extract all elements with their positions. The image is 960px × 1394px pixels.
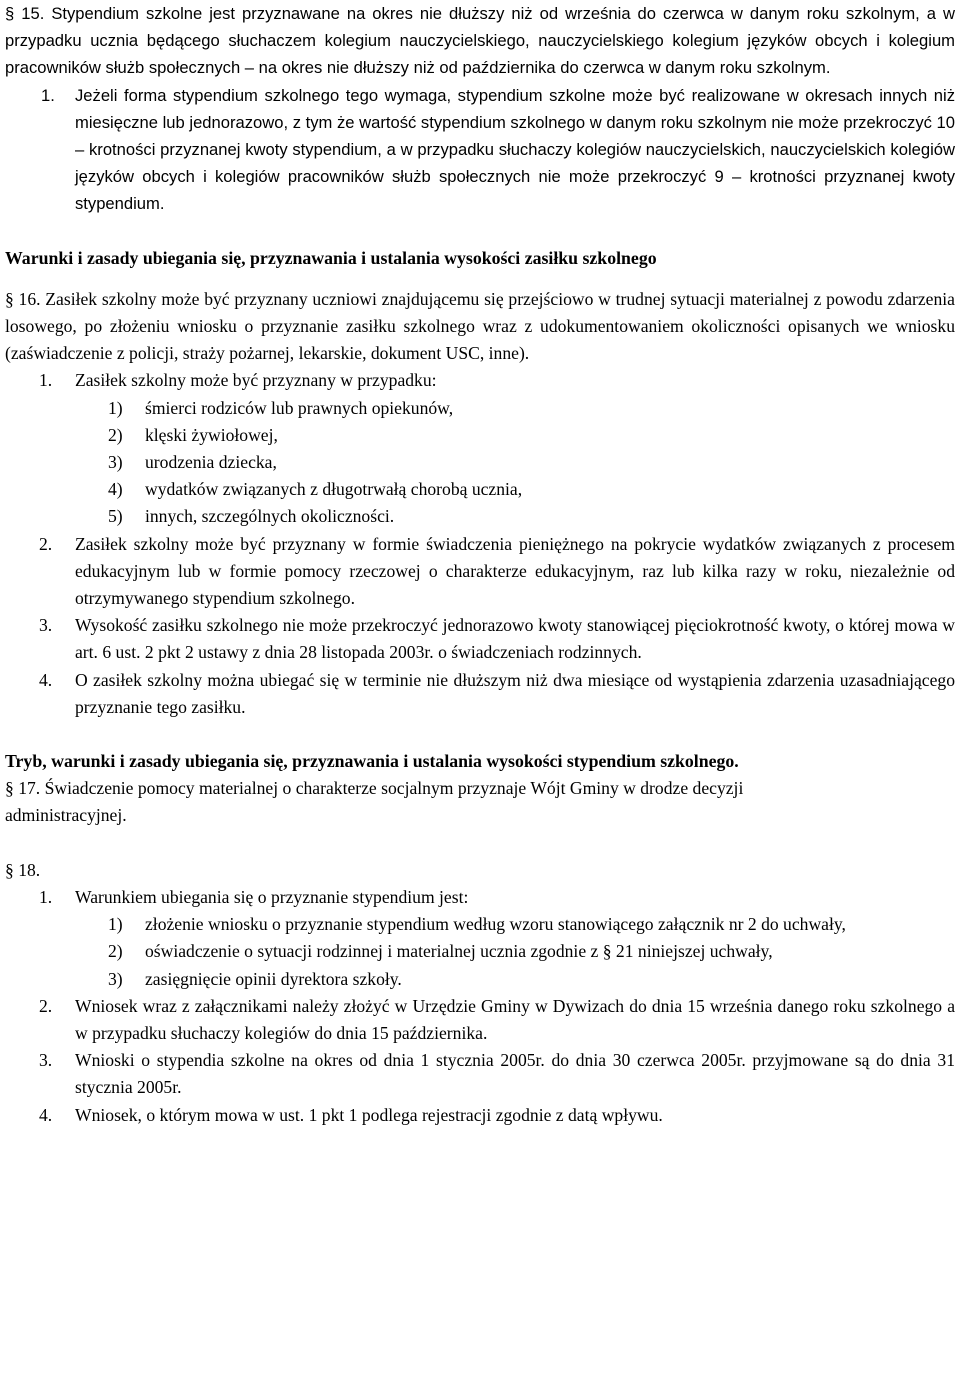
sub-item-text: innych, szczególnych okoliczności.: [145, 506, 395, 527]
item-number: 1.: [39, 370, 53, 391]
paragraph-18-item-3: [5, 1047, 955, 1101]
paragraph-18-item-4: [5, 1102, 955, 1129]
item-text: Wniosek wraz z załącznikami należy złożyć w Urzędzie Gminy w Dywizach do dnia 15 września danego roku szkolnego a w przypadku słuchaczy kolegiów do dnia 15 października.: [75, 995, 955, 1043]
item-text: Zasiłek szkolny może być przyznany w formie świadczenia pieniężnego na pokrycie wydatków związanych z procesem edukacyjnym lub w formie pomocy rzeczowej o charakterze edukacyjnym, raz lub kilka razy w roku, niezależnie od otrzymywanego stypendium szkolnego.: [75, 533, 955, 609]
item-number: 3.: [39, 1050, 53, 1071]
sub-item-number: 1): [108, 397, 123, 418]
sub-item-number: 2): [108, 424, 123, 445]
paragraph-16-item-1: [5, 367, 955, 394]
sub-item-number: 2): [108, 941, 123, 962]
paragraph-16-item-3: [5, 612, 955, 666]
item-text: Warunkiem ubiegania się o przyznanie stypendium jest:: [75, 886, 469, 907]
sub-item: [5, 911, 955, 938]
paragraph-16-item-2: [5, 531, 955, 613]
sub-item-text: klęski żywiołowej,: [145, 424, 278, 445]
paragraph-16-item-4: [5, 667, 955, 721]
sub-item-text: złożenie wniosku o przyznanie stypendium według wzoru stanowiącego załącznik nr 2 do uchwały,: [145, 914, 846, 935]
item-text: Zasiłek szkolny może być przyznany w przypadku:: [75, 370, 437, 391]
sub-item-number: 3): [108, 968, 123, 989]
sub-item: [5, 449, 955, 476]
paragraph-15-item-1: [5, 82, 955, 218]
item-number: 3.: [39, 615, 53, 636]
item-text: Wniosek, o którym mowa w ust. 1 pkt 1 podlega rejestracji zgodnie z datą wpływu.: [75, 1104, 663, 1125]
item-text: O zasiłek szkolny można ubiegać się w terminie nie dłuższym niż dwa miesiące od wystąpienia zdarzenia uzasadniającego przyznanie tego zasiłku.: [75, 669, 955, 717]
sub-item-number: 5): [108, 506, 123, 527]
sub-item-text: zasięgnięcie opinii dyrektora szkoły.: [145, 968, 402, 989]
paragraph-17: § 17. Świadczenie pomocy materialnej o charakterze socjalnym przyznaje Wójt Gminy w drodze decyzji administracyjnej.: [5, 778, 744, 826]
item-number: 2.: [39, 995, 53, 1016]
sub-item-text: urodzenia dziecka,: [145, 452, 277, 473]
paragraph-18-title: § 18.: [5, 859, 41, 880]
sub-item: [5, 476, 955, 503]
sub-item: [5, 966, 955, 993]
item-text: Wysokość zasiłku szkolnego nie może przekroczyć jednorazowo kwoty stanowiącej pięciokrotność kwoty, o której mowa w art. 6 ust. 2 pkt 2 ustawy z dnia 28 listopada 2003r. o świadczeniach rodzinnych.: [75, 615, 955, 663]
sub-item-number: 4): [108, 479, 123, 500]
sub-item-number: 1): [108, 914, 123, 935]
section-heading-zasilek: Warunki i zasady ubiegania się, przyznawania i ustalania wysokości zasiłku szkolnego: [5, 247, 657, 268]
sub-item: [5, 938, 955, 965]
sub-item: [5, 422, 955, 449]
sub-item: [5, 395, 955, 422]
item-text: Wnioski o stypendia szkolne na okres od dnia 1 stycznia 2005r. do dnia 30 czerwca 2005r. przyjmowane są do dnia 31 stycznia 2005r.: [75, 1050, 955, 1098]
sub-item-text: śmierci rodziców lub prawnych opiekunów,: [145, 397, 454, 418]
paragraph-18-item-1: [5, 884, 955, 911]
item-number: 1.: [39, 886, 53, 907]
paragraph-18-item-2: [5, 993, 955, 1047]
item-number: 4.: [39, 669, 53, 690]
item-number: 4.: [39, 1104, 53, 1125]
sub-item-text: wydatków związanych z długotrwałą chorobą ucznia,: [145, 479, 523, 500]
item-number: 1.: [41, 85, 55, 105]
section-heading-stypendium: Tryb, warunki i zasady ubiegania się, przyznawania i ustalania wysokości stypendium szkolnego.: [5, 751, 739, 772]
item-number: 2.: [39, 533, 53, 554]
sub-item-number: 3): [108, 452, 123, 473]
item-text: Jeżeli forma stypendium szkolnego tego wymaga, stypendium szkolne może być realizowane w okresach innych niż miesięczne lub jednorazowo, z tym że wartość stypendium szkolnego w danym roku szkolnym nie może przekroczyć 10 – krotności przyznanej kwoty stypendium, a w przypadku słuchaczy kolegiów nauczycielskich, nauczycielskich kolegiów języków obcych i kolegiów pracowników służb społecznych nie może przekroczyć 9 – krotności przyznanej kwoty stypendium.: [75, 85, 955, 214]
paragraph-15: § 15. Stypendium szkolne jest przyznawane na okres nie dłuższy niż od września do czerwca w danym roku szkolnym, a w przypadku ucznia będącego słuchaczem kolegium nauczycielskiego, nauczycielskiego kolegium języków obcych i kolegium pracowników służb społecznych – na okres nie dłuższy niż od października do czerwca w danym roku szkolnym.: [5, 4, 955, 78]
sub-item-text: oświadczenie o sytuacji rodzinnej i materialnej ucznia zgodnie z § 21 niniejszej uchwały,: [145, 941, 773, 962]
paragraph-16: § 16. Zasiłek szkolny może być przyznany uczniowi znajdującemu się przejściowo w trudnej sytuacji materialnej z powodu zdarzenia losowego, po złożeniu wniosku o przyznanie zasiłku szkolnego wraz z udokumentowaniem okoliczności opisanych we wniosku (zaświadczenie z policji, straży pożarnej, lekarskie, dokument USC, inne).: [5, 288, 955, 364]
sub-item: [5, 503, 955, 530]
